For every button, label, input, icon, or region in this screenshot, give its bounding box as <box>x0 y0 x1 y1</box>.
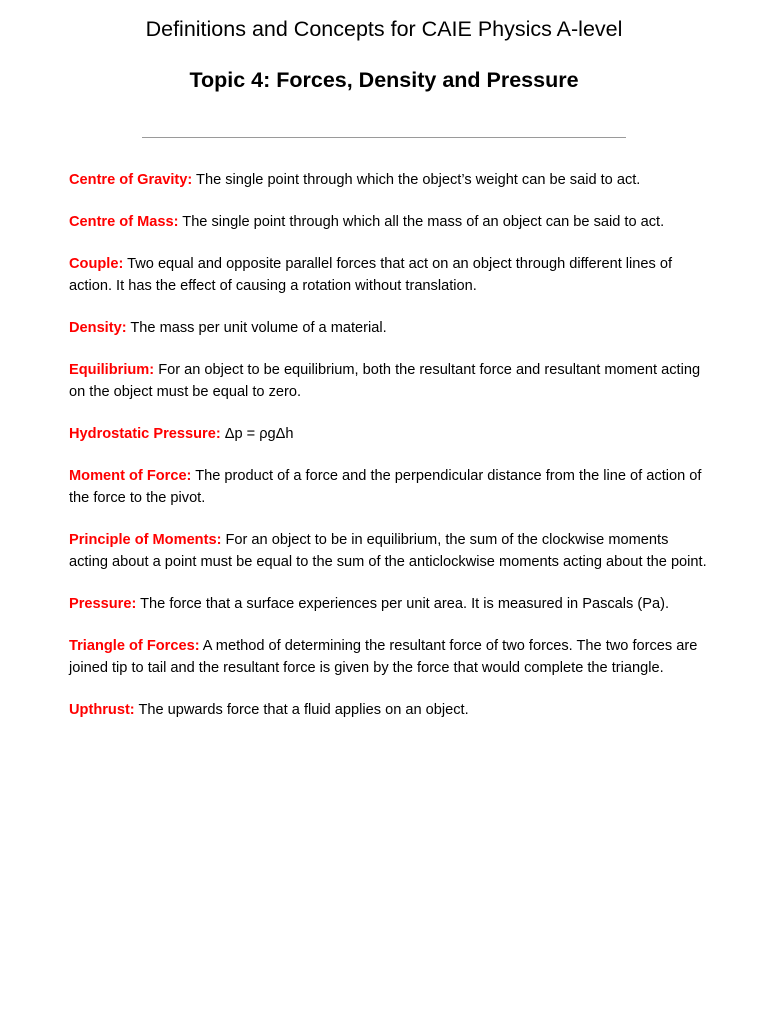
definition-centre-of-mass <box>69 211 709 233</box>
definition-text: The single point through which all the mass of an object can be said to act. <box>178 213 665 230</box>
definition-term: Hydrostatic Pressure: <box>69 425 221 442</box>
definition-term: Density: <box>69 319 127 336</box>
definition-equilibrium <box>69 359 709 403</box>
definition-term: Couple: <box>69 255 124 272</box>
definition-text: The single point through which the object’s weight can be said to act. <box>192 172 641 188</box>
definition-pressure <box>69 593 709 615</box>
definition-text: The mass per unit volume of a material. <box>126 319 387 336</box>
definition-text: A method of determining the resultant force of two forces. The two forces are joined tip to tail and the resultant force is given by the force that would complete the triangle. <box>69 637 698 677</box>
definition-text: Δp = ρgΔh <box>220 425 294 442</box>
definition-text: For an object to be equilibrium, both the resultant force and resultant moment acting on the object must be equal to zero. <box>69 361 701 400</box>
definition-text: For an object to be in equilibrium, the sum of the clockwise moments acting about a point must be equal to the sum of the anticlockwise moments acting about the point. <box>69 531 707 571</box>
definition-upthrust <box>69 699 709 721</box>
title-divider <box>142 137 626 138</box>
definition-term: Equilibrium: <box>69 361 155 378</box>
topic-title: Topic 4: Forces, Density and Pressure <box>189 68 579 92</box>
definition-text: Two equal and opposite parallel forces that act on an object through different lines of action. It has the effect of causing a rotation without translation. <box>69 255 673 294</box>
document-title: Definitions and Concepts for CAIE Physics A-level <box>145 17 623 41</box>
definition-principle-of-moments <box>69 529 709 573</box>
definition-triangle-of-forces <box>69 635 709 679</box>
definition-term: Upthrust: <box>69 701 135 718</box>
definition-hydrostatic-pressure <box>69 423 709 445</box>
definition-couple <box>69 253 709 297</box>
definitions-list <box>69 169 709 741</box>
definition-text: The force that a surface experiences per unit area. It is measured in Pascals (Pa). <box>136 595 670 612</box>
definition-term: Centre of Gravity: <box>69 172 193 188</box>
definition-term: Centre of Mass: <box>69 213 179 230</box>
definition-moment-of-force <box>69 465 709 509</box>
definition-text: The product of a force and the perpendicular distance from the line of action of the force to the pivot. <box>69 467 702 506</box>
definition-term: Triangle of Forces: <box>69 637 200 654</box>
definition-density <box>69 317 709 339</box>
definition-term: Moment of Force: <box>69 467 192 484</box>
definition-text: The upwards force that a fluid applies on an object. <box>134 701 469 718</box>
definition-term: Pressure: <box>69 595 137 612</box>
definition-term: Principle of Moments: <box>69 531 222 548</box>
definition-centre-of-gravity <box>69 169 709 191</box>
